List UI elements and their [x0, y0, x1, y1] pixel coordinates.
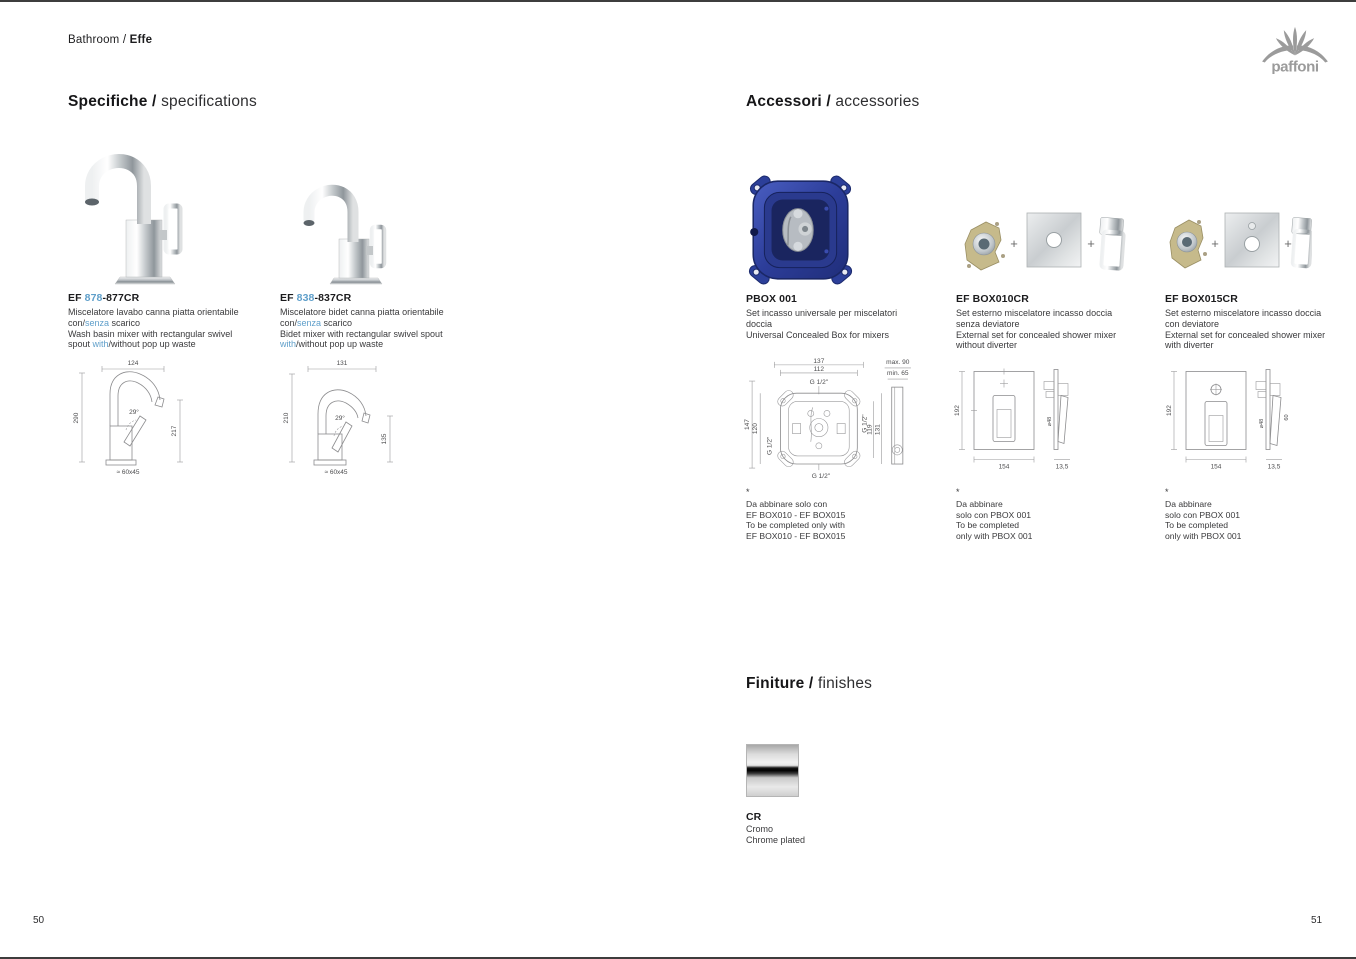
dim-label: max. 90: [886, 358, 910, 366]
desc-en-line1: Bidet mixer with rectangular swivel spout: [280, 328, 443, 339]
desc-line4: with diverter: [1165, 340, 1214, 351]
desc-en-accent: with: [92, 339, 109, 350]
note-line4: only with PBOX 001: [1165, 530, 1242, 541]
finish-swatch-chrome: [746, 744, 799, 797]
desc-it-line1: Miscelatore bidet canna piatta orientabile: [280, 307, 444, 317]
dim-label-base: ≈ 60x45: [324, 469, 348, 476]
accessories-title: [746, 93, 919, 111]
dim-label-thread: G 1/2": [766, 436, 774, 456]
efbox015-photo: [1160, 198, 1312, 286]
finishes-title-en: finishes: [817, 675, 873, 692]
note-line1: Da abbinare: [956, 499, 1003, 509]
dim-label: 154: [1210, 463, 1222, 471]
finishes-title-it: Finiture /: [746, 675, 818, 692]
finish-names: [746, 824, 886, 846]
logo-wordmark: paffoni: [1271, 58, 1319, 74]
plus-icon: +: [1087, 236, 1095, 251]
product-description: [280, 307, 455, 350]
faucet-photo-ef878: [70, 146, 230, 288]
page-number-left: 50: [33, 915, 45, 926]
accessories-title-en: accessories: [835, 93, 920, 110]
code-prefix: EF: [68, 292, 85, 304]
finish-name-it: Cromo: [746, 824, 774, 834]
product-description: [956, 308, 1151, 351]
desc-line1: Set incasso universale per miscelatori: [746, 308, 898, 318]
product-code: [280, 292, 455, 304]
code-accent: 838: [296, 292, 315, 304]
note-efbox010: [956, 488, 1151, 541]
product-description: [68, 307, 283, 350]
dim-label-angle: 29°: [335, 415, 345, 422]
product-info-efbox015: [1165, 293, 1345, 351]
tech-drawing-efbox010: [952, 358, 1082, 473]
page-top-edge: [0, 0, 1356, 2]
product-info-ef878: [68, 292, 283, 350]
dim-label: ⌀48: [1259, 418, 1265, 429]
note-line4: EF BOX010 - EF BOX015: [746, 530, 846, 541]
note-pbox001: [746, 488, 941, 541]
dim-label: 192: [954, 405, 961, 416]
note-line2: EF BOX010 - EF BOX015: [746, 509, 846, 520]
desc-en-line2: spout: [68, 339, 93, 350]
dim-label: ⌀48: [1047, 416, 1053, 427]
desc-it-line2-end: scarico: [109, 317, 141, 328]
product-info-pbox001: [746, 293, 941, 340]
desc-line3: External set for concealed shower mixer: [1165, 329, 1326, 340]
accessories-title-it: Accessori /: [746, 93, 836, 110]
plus-icon: +: [1010, 236, 1018, 251]
breadcrumb-section: Bathroom /: [68, 34, 130, 46]
code-suffix: -837CR: [314, 292, 352, 304]
dim-label: 112: [813, 365, 825, 373]
dim-label: 13,5: [1267, 463, 1281, 471]
desc-line1: Set esterno miscelatore incasso doccia: [1165, 308, 1322, 318]
dim-label: 119: [866, 424, 874, 435]
desc-it-line1: Miscelatore lavabo canna piatta orientabile: [68, 307, 239, 317]
code-accent: 878: [84, 292, 103, 304]
dim-label: 131: [336, 360, 348, 367]
desc-it-accent: senza: [85, 317, 110, 328]
note-line2: solo con PBOX 001: [1165, 509, 1241, 520]
desc-line2: doccia: [746, 318, 773, 329]
product-info-ef838: [280, 292, 455, 350]
tech-drawing-ef878: [66, 358, 196, 478]
product-code: PBOX 001: [746, 293, 797, 305]
product-info-efbox010: [956, 293, 1151, 351]
note-asterisk: *: [1165, 487, 1169, 497]
desc-it-line2-end: scarico: [321, 317, 353, 328]
product-code: EF BOX010CR: [956, 293, 1029, 305]
dim-label: 135: [381, 433, 388, 445]
note-line1: Da abbinare solo con: [746, 499, 828, 509]
note-line3: To be completed: [1165, 520, 1229, 531]
desc-line3: Universal Concealed Box for mixers: [746, 329, 890, 340]
dim-label-thread: G 1/2": [809, 379, 829, 387]
note-asterisk: *: [746, 487, 750, 497]
desc-line2: senza deviatore: [956, 318, 1020, 329]
desc-en-line2-end: /without pop up waste: [108, 339, 196, 350]
dim-label: 192: [1166, 405, 1173, 416]
breadcrumb: [68, 34, 152, 46]
code-suffix: -877CR: [102, 292, 140, 304]
tech-drawing-ef838: [276, 358, 406, 478]
desc-it-accent: senza: [297, 317, 322, 328]
product-description: [746, 308, 941, 340]
plus-icon: +: [1284, 236, 1292, 251]
dim-label-base: ≈ 60x45: [116, 469, 140, 476]
plus-icon: +: [1211, 236, 1219, 251]
product-code: [68, 292, 283, 304]
desc-en-accent: with: [280, 339, 297, 350]
finishes-title: [746, 675, 872, 693]
specifications-title: [68, 93, 257, 111]
desc-line1: Set esterno miscelatore incasso doccia: [956, 308, 1113, 318]
product-description: [1165, 308, 1345, 351]
finish-code: CR: [746, 811, 762, 823]
tech-drawing-efbox015: [1162, 358, 1302, 473]
desc-line4: without diverter: [956, 340, 1018, 351]
desc-en-line1: Wash basin mixer with rectangular swivel: [68, 328, 233, 339]
note-line1: Da abbinare: [1165, 499, 1212, 509]
efbox010-photo: [950, 198, 1130, 286]
page-number-right: 51: [1311, 915, 1323, 926]
dim-label-angle: 29°: [129, 409, 139, 416]
specifications-title-it: Specifiche /: [68, 93, 162, 110]
dim-label-thread: G 1/2": [861, 414, 869, 433]
note-line3: To be completed only with: [746, 520, 845, 531]
dim-label: 120: [752, 423, 760, 435]
note-efbox015: [1165, 488, 1345, 541]
dim-label: 290: [73, 412, 80, 424]
note-asterisk: *: [956, 487, 960, 497]
note-line4: only with PBOX 001: [956, 530, 1033, 541]
desc-it-line2: con/: [280, 317, 298, 328]
dim-label: 124: [127, 360, 139, 367]
dim-label: 154: [998, 463, 1010, 471]
dim-label: 131: [874, 424, 882, 436]
desc-it-line2: con/: [68, 317, 86, 328]
dim-label: 210: [283, 412, 290, 424]
note-line2: solo con PBOX 001: [956, 509, 1032, 520]
faucet-photo-ef838: [278, 146, 438, 288]
note-line3: To be completed: [956, 520, 1020, 531]
dim-label: 217: [171, 425, 178, 437]
dim-label: min. 65: [887, 369, 909, 377]
dim-label-thread: G 1/2": [811, 473, 831, 481]
dim-label: 137: [813, 357, 825, 365]
desc-en-line2-end: /without pop up waste: [296, 339, 384, 350]
pbox-photo: [740, 170, 860, 290]
code-prefix: EF: [280, 292, 297, 304]
product-code: EF BOX015CR: [1165, 293, 1238, 305]
specifications-title-en: specifications: [161, 93, 257, 110]
desc-line3: External set for concealed shower mixer: [956, 329, 1117, 340]
desc-line2: con deviatore: [1165, 318, 1220, 329]
paffoni-logo: [1256, 26, 1334, 74]
dim-label: 60: [1284, 414, 1290, 421]
breadcrumb-family: Effe: [129, 34, 153, 46]
dim-label: 13,5: [1055, 463, 1069, 471]
dim-label: 147: [744, 419, 752, 431]
tech-drawing-pbox: [744, 356, 916, 481]
finish-info: [746, 811, 886, 846]
finish-name-en: Chrome plated: [746, 834, 806, 845]
